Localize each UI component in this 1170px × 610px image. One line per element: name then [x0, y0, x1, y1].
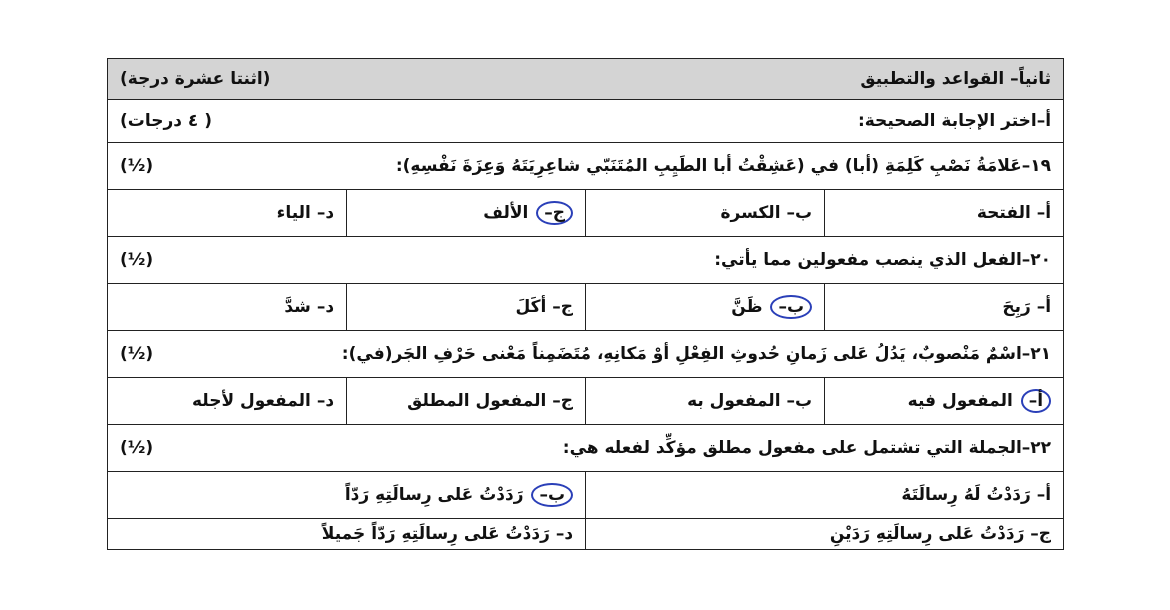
option-c[interactable] [347, 190, 586, 237]
question-text: ٢٢–الجملة التي تشتمل على مفعول مطلق مؤكِّد لفعله هي: [562, 438, 1052, 458]
question-points: (½) [120, 250, 154, 270]
option-c[interactable] [586, 519, 1064, 550]
option-text: المفعول لأجله [191, 391, 311, 411]
question-row [108, 425, 1064, 472]
option-text: رَدَدْتُ عَلى رِسالَتِهِ رَدّاً [344, 485, 524, 505]
instruction-points: ( ٤ درجات) [120, 111, 213, 131]
option-text: الفتحة [976, 203, 1031, 223]
option-text: رَدَدْتُ عَلى رِسالَتِهِ رَدَيْنِ [829, 524, 1025, 544]
option-c[interactable] [347, 378, 586, 425]
option-label: أ– [1036, 203, 1052, 223]
option-b[interactable] [586, 378, 825, 425]
circled-answer-mark: ب– [531, 483, 573, 507]
grammar-section-table [107, 58, 1064, 550]
option-label: د– [316, 391, 335, 411]
exam-sheet [107, 58, 1063, 550]
options-row [108, 378, 1064, 425]
option-text: المفعول فيه [907, 391, 1013, 411]
instruction-row [108, 100, 1064, 143]
option-b[interactable] [586, 284, 825, 331]
option-d[interactable] [108, 378, 347, 425]
option-text: الكسرة [720, 203, 781, 223]
option-label: أ– [1036, 297, 1052, 317]
question-text: ٢١–اسْمٌ مَنْصوبٌ، يَدُلُ عَلى زَمانِ حُدوثِ الفِعْلِ أوْ مَكانِهِ، مُتَضَمِناً مَعْنى حَرْفِ الجَر(في): [341, 344, 1052, 364]
option-text: المفعول المطلق [407, 391, 547, 411]
option-text: أكَلَ [515, 297, 547, 317]
option-text: ظَنَّ [731, 297, 763, 317]
option-d[interactable] [108, 519, 586, 550]
option-label: د– [555, 524, 574, 544]
option-label: ج– [1030, 524, 1052, 544]
question-points: (½) [120, 156, 154, 176]
question-cell [108, 331, 1064, 378]
option-text: رَدَدْتُ لَهُ رِسالَتَهُ [901, 485, 1031, 505]
circled-answer-mark: ج– [536, 201, 573, 225]
option-d[interactable] [108, 284, 347, 331]
question-row [108, 143, 1064, 190]
option-label: د– [316, 203, 335, 223]
option-text: رَدَدْتُ عَلى رِسالَتِهِ رَدّاً جَميلاً [321, 524, 550, 544]
option-label: د– [316, 297, 335, 317]
option-text: شدَّ [284, 297, 311, 317]
option-c[interactable] [347, 284, 586, 331]
option-a[interactable] [825, 378, 1064, 425]
circled-answer-mark: أ– [1021, 389, 1051, 413]
section-title: ثانياً– القواعد والتطبيق [860, 69, 1052, 89]
question-cell [108, 237, 1064, 284]
option-label: أ– [1036, 485, 1052, 505]
question-row [108, 237, 1064, 284]
section-header-row [108, 59, 1064, 100]
section-header [108, 59, 1064, 100]
instruction-text: أ–اختر الإجابة الصحيحة: [857, 111, 1052, 131]
section-points: (اثنتا عشرة درجة) [120, 69, 271, 89]
question-text: ١٩–عَلامَةُ نَصْبِ كَلِمَةِ (أبا) في (عَشِقْتُ أبا الطَيِبِ المُتَنَبّي شاعِرِيَتَهُ وَعِزَةَ نَفْسِهِ): [395, 156, 1052, 176]
option-a[interactable] [586, 472, 1064, 519]
circled-answer-mark: ب– [770, 295, 812, 319]
question-points: (½) [120, 438, 154, 458]
option-d[interactable] [108, 190, 347, 237]
question-text: ٢٠–الفعل الذي ينصب مفعولين مما يأتي: [714, 250, 1052, 270]
option-label: ب– [786, 391, 813, 411]
options-row [108, 519, 1064, 550]
question-points: (½) [120, 344, 154, 364]
option-a[interactable] [825, 190, 1064, 237]
option-text: المفعول به [687, 391, 781, 411]
option-label: ج– [552, 297, 574, 317]
question-cell [108, 425, 1064, 472]
options-row [108, 472, 1064, 519]
option-b[interactable] [586, 190, 825, 237]
option-label: ب– [786, 203, 813, 223]
instruction-cell [108, 100, 1064, 143]
option-label: ج– [552, 391, 574, 411]
option-b[interactable] [108, 472, 586, 519]
options-row [108, 190, 1064, 237]
option-text: الألف [483, 203, 529, 223]
question-row [108, 331, 1064, 378]
question-cell [108, 143, 1064, 190]
options-row [108, 284, 1064, 331]
option-text: الياء [276, 203, 311, 223]
option-text: رَبِحَ [1002, 297, 1031, 317]
option-a[interactable] [825, 284, 1064, 331]
